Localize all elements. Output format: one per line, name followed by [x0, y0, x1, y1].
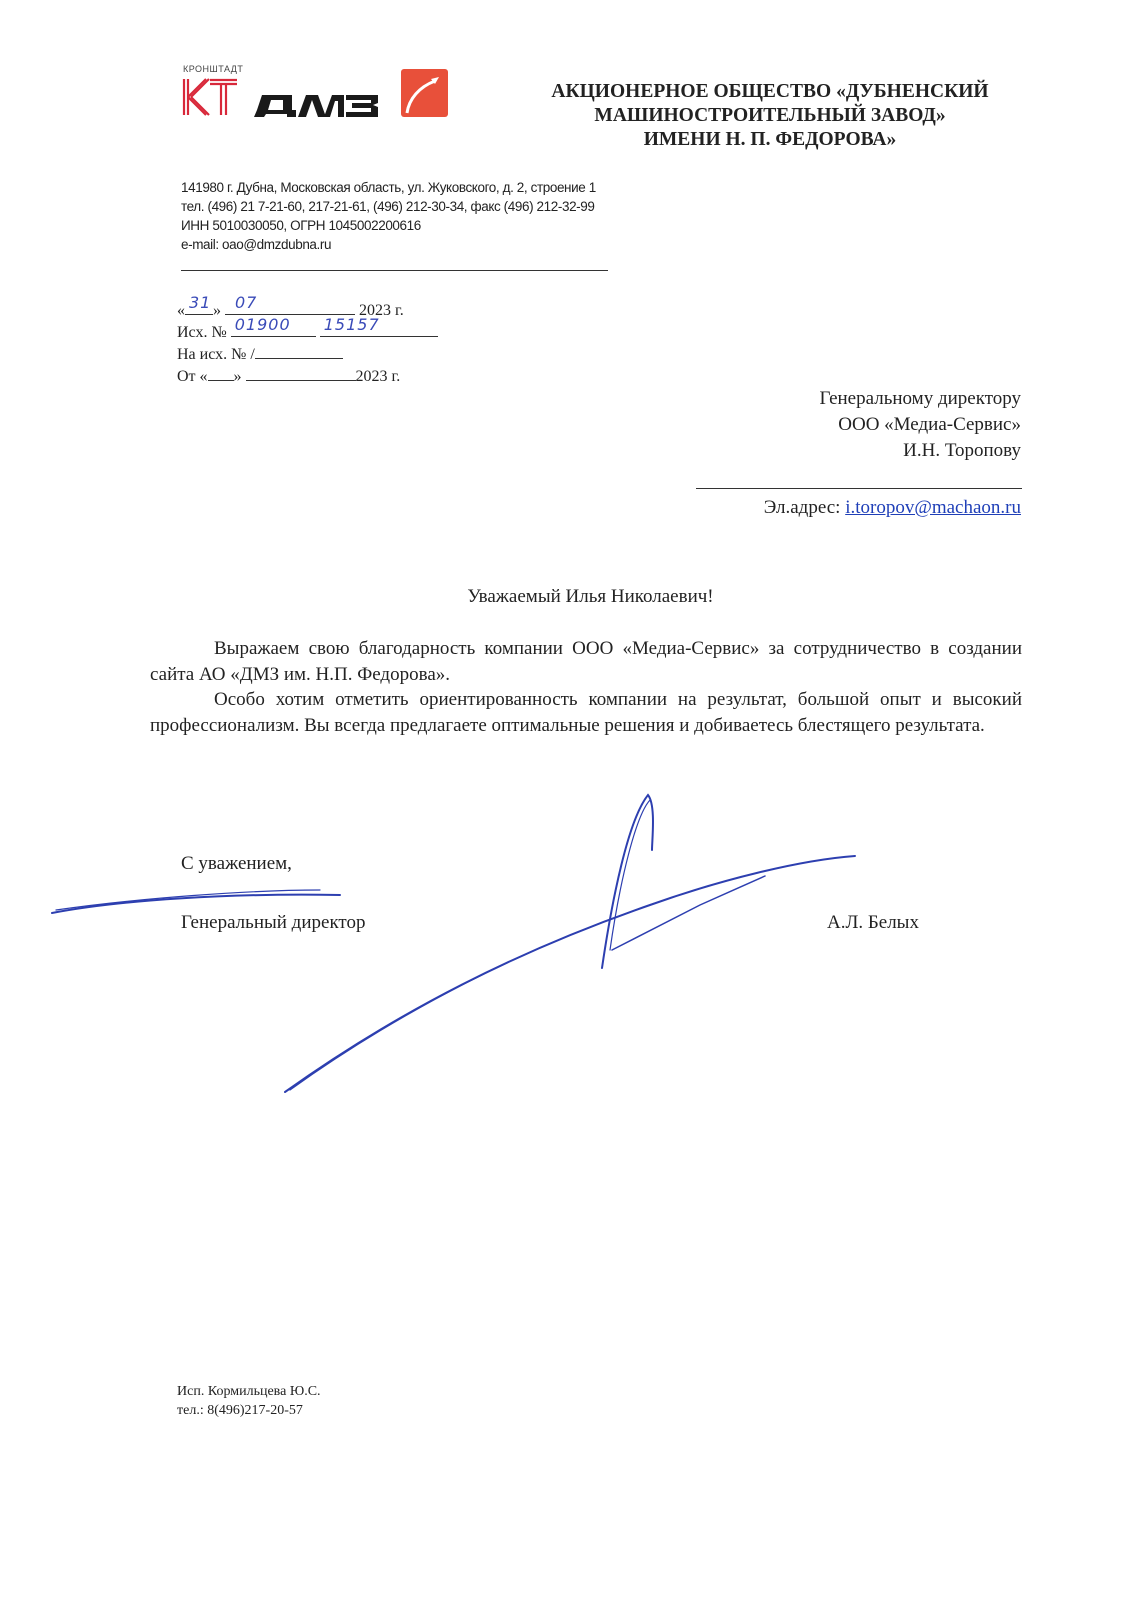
signature-loop-stroke	[602, 795, 653, 968]
requisite-inn: ИНН 5010030050, ОГРН 1045002200616	[181, 218, 421, 233]
from-month-field	[246, 364, 356, 381]
greeting: Уважаемый Илья Николаевич!	[467, 586, 714, 607]
date-month-field	[225, 293, 355, 315]
date-year: 2023 г.	[359, 302, 404, 319]
signature-underline-stroke	[52, 895, 340, 913]
addressee-position: Генеральному директору	[819, 388, 1021, 409]
letterhead-divider	[181, 270, 608, 271]
company-name-line: АКЦИОНЕРНОЕ ОБЩЕСТВО «ДУБНЕНСКИЙ	[551, 81, 989, 102]
outgoing-number-field-2	[320, 315, 438, 337]
addressee-name: И.Н. Торопову	[903, 440, 1021, 461]
incoming-number-field	[255, 342, 343, 359]
from-year: 2023 г.	[355, 368, 401, 385]
addressee-divider	[696, 488, 1022, 489]
executor-name: Исп. Кормильцева Ю.С.	[177, 1384, 321, 1399]
requisite-email: e-mail: oao@dmzdubna.ru	[181, 237, 332, 252]
addressee-block	[820, 386, 1021, 464]
executor-phone: тел.: 8(496)217-20-57	[177, 1403, 303, 1418]
quote-open: «	[177, 302, 185, 319]
company-name	[520, 80, 1020, 152]
outgoing-label: Исх. №	[177, 324, 227, 341]
incoming-label: На исх. № /	[177, 346, 255, 363]
date-row	[177, 293, 438, 320]
registration-block	[177, 293, 438, 386]
from-label: От «	[177, 368, 208, 385]
outgoing-number-field-1	[231, 315, 316, 337]
from-quote-close: »	[233, 368, 242, 385]
signature-return-stroke	[612, 876, 765, 950]
signature-underline-stroke	[56, 890, 320, 910]
date-day-value: 31	[189, 293, 212, 312]
outgoing-number-part1: 01900	[234, 315, 291, 334]
requisite-phones: тел. (496) 21 7-21-60, 217-21-61, (496) 212-30-34, факс (496) 212-32-99	[181, 199, 595, 214]
date-month-value: 07	[235, 293, 258, 312]
signature-loop-stroke	[610, 800, 650, 950]
letter-body	[150, 636, 1022, 738]
kt-brand-caption: КРОНШТАДТ	[183, 64, 244, 74]
date-day-field	[185, 293, 213, 315]
quote-close: »	[213, 302, 221, 319]
executor-block	[177, 1382, 321, 1420]
requisite-address: 141980 г. Дубна, Московская область, ул. Жуковского, д. 2, строение 1	[181, 180, 596, 195]
outgoing-number-part2: 15157	[323, 315, 380, 334]
addressee-email-row	[764, 497, 1021, 519]
body-paragraph: Выражаем свою благодарность компании ООО «Медиа-Сервис» за сотрудничество в создании сайта АО «ДМЗ им. Н.П. Федорова».	[150, 638, 1022, 685]
from-day-field	[208, 364, 234, 381]
company-name-line: МАШИНОСТРОИТЕЛЬНЫЙ ЗАВОД»	[594, 105, 946, 126]
incoming-row	[177, 342, 438, 364]
company-requisites	[181, 178, 596, 254]
email-label: Эл.адрес:	[763, 497, 841, 518]
body-paragraph: Особо хотим отметить ориентированность компании на результат, большой опыт и высокий профессионализм. Вы всегда предлагаете оптимальные решения и добиваетесь блестящего результата.	[150, 689, 1022, 736]
outgoing-row	[177, 315, 438, 342]
signature-main-stroke	[285, 856, 855, 1092]
kt-logo-icon	[182, 78, 238, 116]
signer-position: Генеральный директор	[181, 912, 366, 933]
signer-name: А.Л. Белых	[827, 912, 919, 933]
from-row	[177, 364, 438, 386]
company-name-line: ИМЕНИ Н. П. ФЕДОРОВА»	[643, 129, 897, 150]
closing: С уважением,	[181, 853, 292, 874]
email-link[interactable]: i.toropov@machaon.ru	[845, 497, 1021, 518]
addressee-company: ООО «Медиа-Сервис»	[838, 414, 1021, 435]
industry-logo-icon	[401, 69, 448, 117]
dmz-logo-icon	[254, 93, 380, 117]
